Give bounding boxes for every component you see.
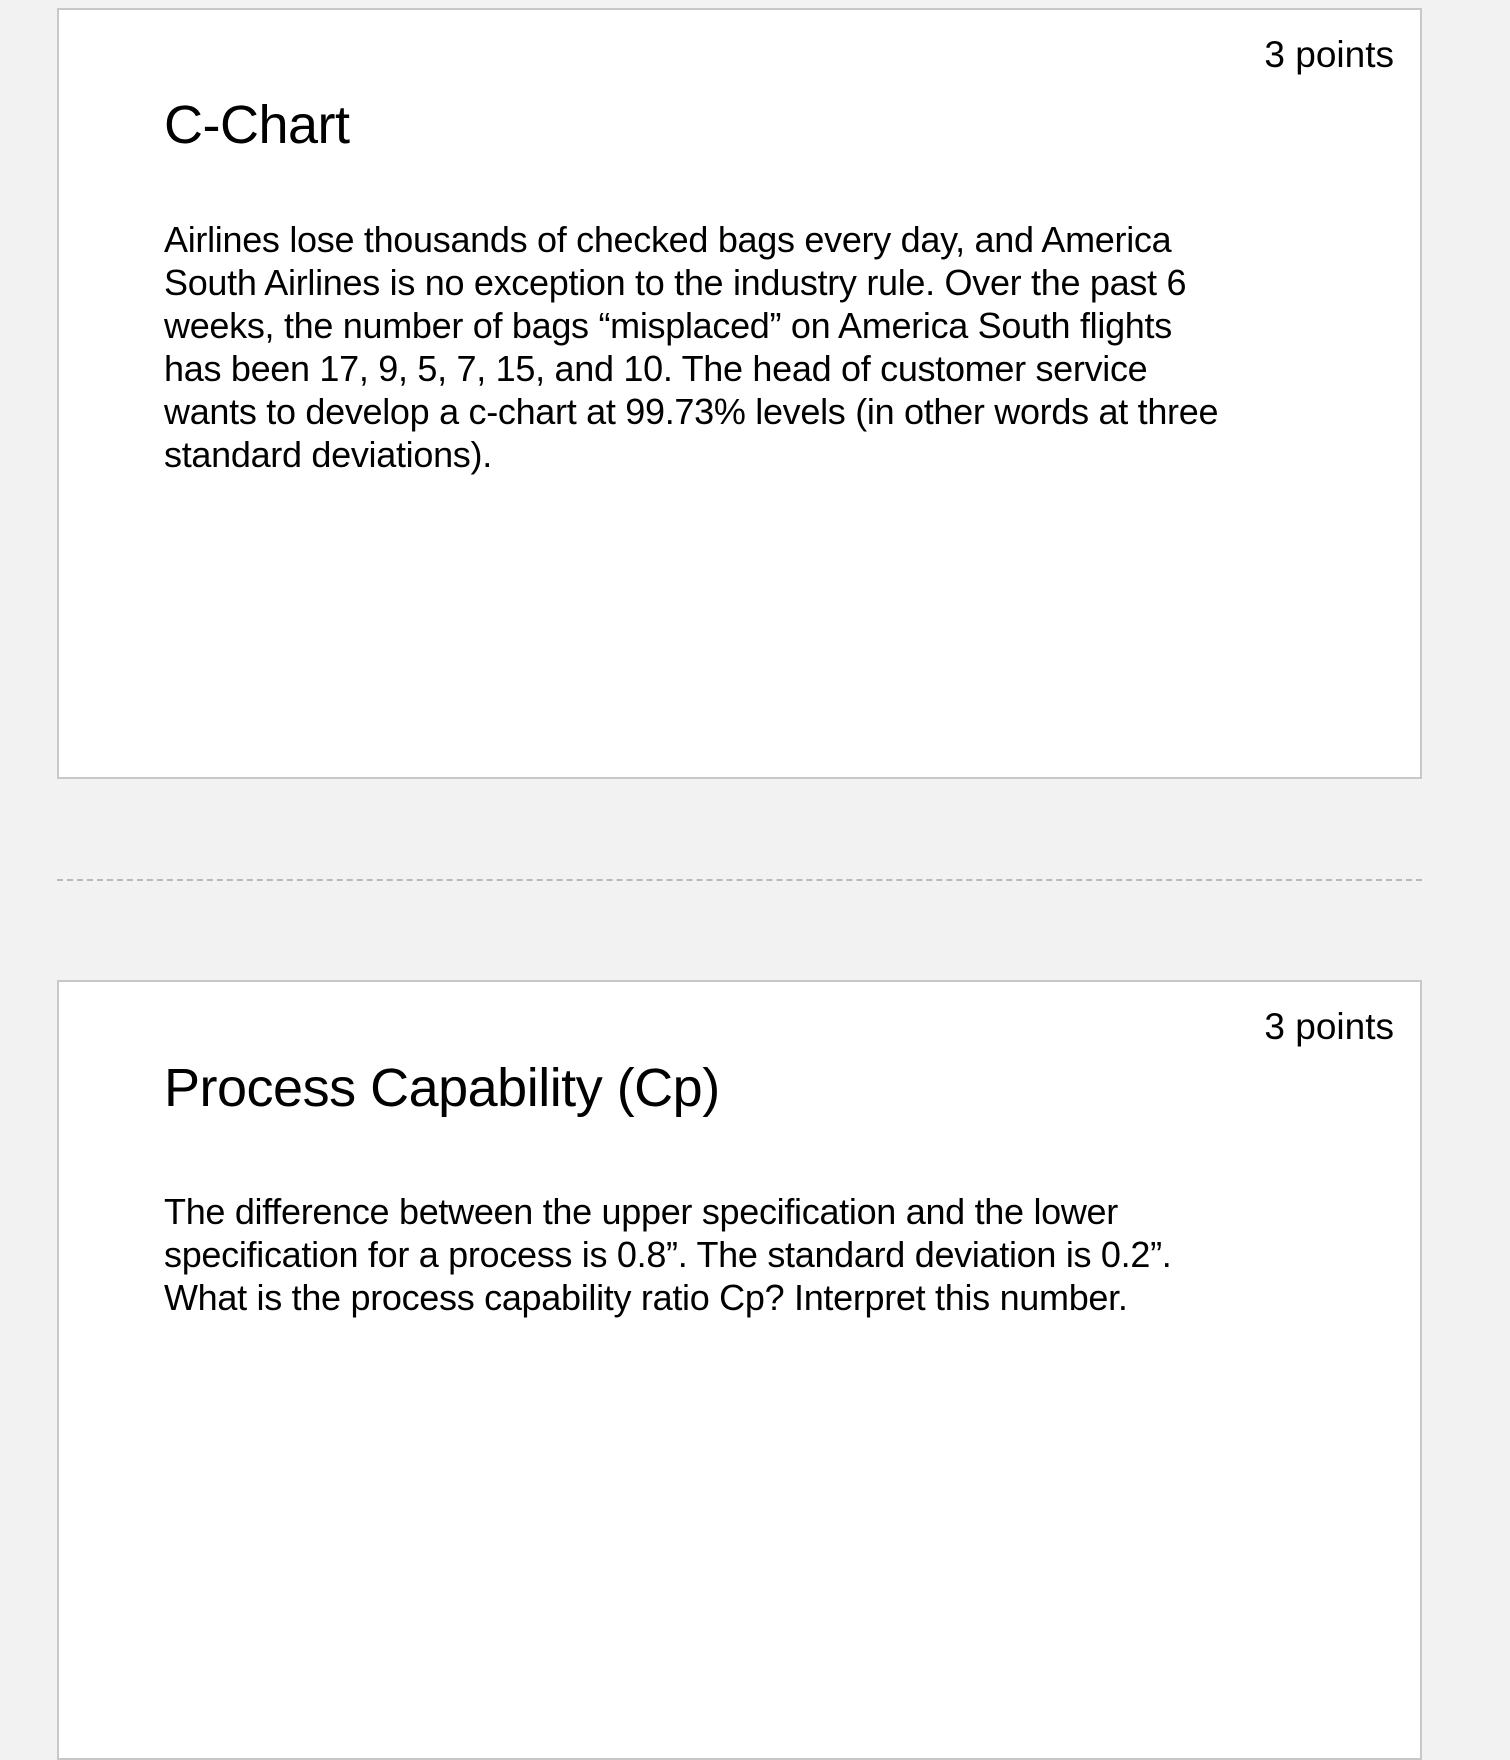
question-title: Process Capability (Cp) [164, 1058, 720, 1118]
question-text-line: has been 17, 9, 5, 7, 15, and 10. The head of customer service [164, 348, 1148, 389]
question-text-line: weeks, the number of bags “misplaced” on America South flights [164, 305, 1172, 346]
points-label: 3 points [1264, 34, 1394, 75]
question-text-line: What is the process capability ratio Cp? Interpret this number. [164, 1277, 1128, 1318]
question-title: C-Chart [164, 95, 350, 155]
question-card-process-capability [57, 980, 1422, 1760]
question-card-c-chart [57, 8, 1422, 779]
question-text-line: wants to develop a c-chart at 99.73% levels (in other words at three [164, 391, 1219, 432]
question-text-line: specification for a process is 0.8”. The standard deviation is 0.2”. [164, 1234, 1172, 1275]
question-text-line: South Airlines is no exception to the industry rule. Over the past 6 [164, 262, 1187, 303]
question-separator [57, 879, 1422, 881]
question-text-line: standard deviations). [164, 434, 492, 475]
points-label: 3 points [1264, 1006, 1394, 1047]
question-text-line: The difference between the upper specification and the lower [164, 1191, 1118, 1232]
question-text [164, 218, 1334, 476]
question-text-line: Airlines lose thousands of checked bags every day, and America [164, 219, 1172, 260]
question-text [164, 1190, 1334, 1319]
